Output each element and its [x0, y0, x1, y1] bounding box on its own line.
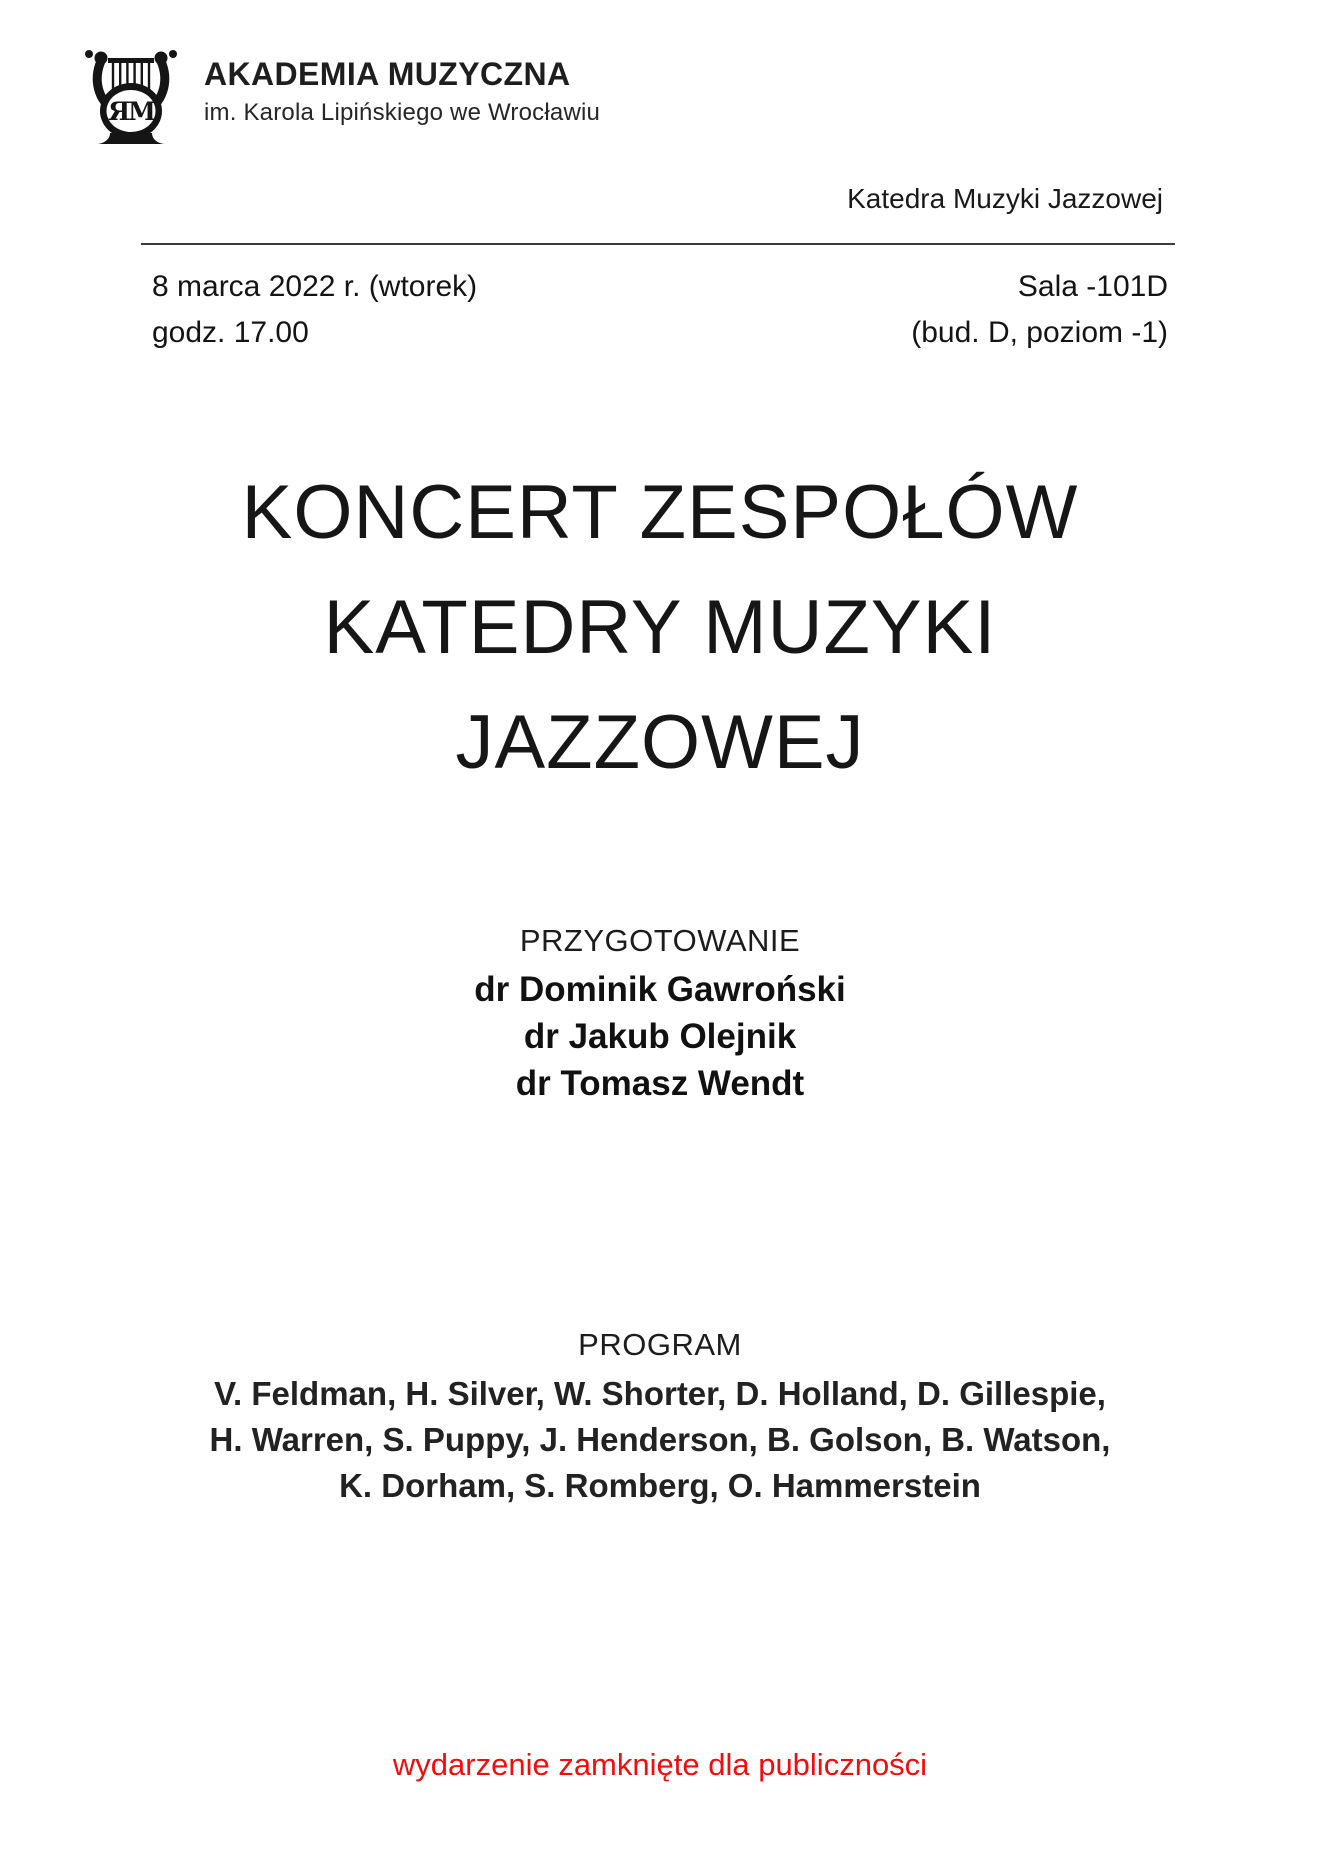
divider-rule [141, 243, 1175, 245]
program-line: V. Feldman, H. Silver, W. Shorter, D. Holland, D. Gillespie, [214, 1375, 1106, 1412]
preparation-heading: PRZYGOTOWANIE [519, 923, 801, 958]
preparation-names [0, 966, 1320, 1107]
program-heading: PROGRAM [578, 1327, 742, 1362]
event-info [152, 264, 1168, 356]
concert-title-line: KATEDRY MUZYKI [323, 585, 997, 670]
event-date: 8 marca 2022 r. (wtorek) [152, 270, 478, 303]
logo-monogram: ЯM [108, 97, 154, 126]
program-line: K. Dorham, S. Romberg, O. Hammerstein [339, 1467, 981, 1504]
room-detail: (bud. D, poziom -1) [911, 316, 1168, 349]
program-line: H. Warren, S. Puppy, J. Henderson, B. Golson, B. Watson, [209, 1421, 1111, 1458]
lyre-logo-icon [75, 44, 187, 144]
room-number: Sala -101D [1017, 270, 1168, 303]
event-datetime [152, 264, 477, 356]
academy-name-block [204, 44, 600, 127]
event-location [911, 264, 1168, 356]
preparation-section [0, 921, 1320, 1107]
academy-subtitle: im. Karola Lipińskiego we Wrocławiu [204, 98, 601, 126]
concert-title-line: JAZZOWEJ [455, 700, 865, 785]
concert-title-line: KONCERT ZESPOŁÓW [241, 470, 1079, 555]
closed-event-note: wydarzenie zamknięte dla publiczności [392, 1747, 928, 1782]
academy-logo [75, 44, 600, 144]
event-time: godz. 17.00 [152, 316, 309, 349]
program-names [0, 1371, 1320, 1509]
preparation-name: dr Jakub Olejnik [523, 1017, 797, 1056]
concert-title [0, 455, 1320, 800]
program-section [0, 1325, 1320, 1509]
preparation-name: dr Tomasz Wendt [515, 1064, 805, 1103]
academy-name: AKADEMIA MUZYCZNA [204, 56, 571, 92]
preparation-name: dr Dominik Gawroński [474, 970, 846, 1009]
department-label: Katedra Muzyki Jazzowej [847, 183, 1163, 214]
